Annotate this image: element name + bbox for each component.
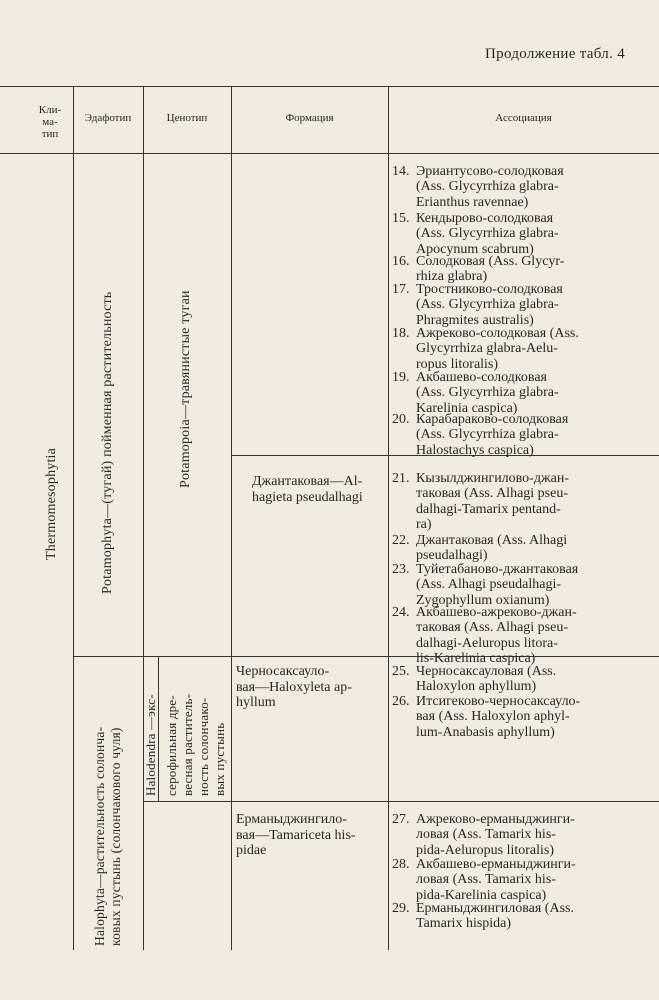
association-number: 17. — [392, 282, 410, 297]
association-number: 21. — [392, 471, 410, 486]
edaphotype-halophyta-line2: ковых пустынь (солончакового чуля) — [108, 727, 123, 946]
table-top-rule — [0, 86, 659, 87]
association-text: Тростниково-солодковая (Ass. Glycyrrhiza glabra- Phragmites australis) — [416, 282, 563, 328]
cenotype-separator — [143, 801, 659, 802]
association-text: Кендырово-солодковая (Ass. Glycyrrhiza glabra- Apocynum scabrum) — [416, 211, 559, 257]
header-climatype: Кли- ма- тип — [38, 104, 62, 140]
association-text: Солодковая (Ass. Glycyr- rhiza glabra) — [416, 254, 565, 285]
association-number: 15. — [392, 211, 410, 226]
association-number: 23. — [392, 562, 410, 577]
association-text: Ажреково-ерманыджинги- ловая (Ass. Tamarix his- pida-Aeluropus litoralis) — [416, 812, 575, 858]
cenotype-halodendra-rest — [164, 694, 228, 796]
cenotype-halodendra-line2: серофильная дре- — [164, 695, 179, 796]
edaphotype-halophyta — [92, 727, 124, 946]
association-text: Ажреково-солодковая (Ass. Glycyrrhiza glabra-Aelu- ropus litoralis) — [416, 326, 579, 372]
association-number: 25. — [392, 664, 410, 679]
association-number: 27. — [392, 812, 410, 827]
header-formation: Формация — [285, 112, 334, 124]
cenotype-halodendra-line3: весная раститель- — [180, 693, 195, 796]
association-text: Туйетабаново-джантаковая (Ass. Alhagi pseudalhagi- Zygophyllum oxianum) — [416, 562, 579, 608]
cenotype-halodendra-line5: вых пустынь — [212, 722, 227, 796]
association-number: 29. — [392, 901, 410, 916]
formation-haloxyleta: Черносаксауло- вая—Haloxyleta ap- hyllum — [236, 664, 352, 710]
association-text: Итсигеково-черносаксауло- вая (Ass. Haloxylon aphyl- lum-Anabasis aphyllum) — [416, 694, 581, 740]
association-number: 14. — [392, 164, 410, 179]
header-cenotype: Ценотип — [166, 112, 208, 124]
edaphotype-halophyta-line1: Halophyta—растительность солонча- — [92, 726, 107, 946]
table-caption: Продолжение табл. 4 — [485, 46, 625, 62]
header-edaphotype: Эдафотип — [84, 112, 132, 124]
association-text: Кызылджингилово-джан- таковая (Ass. Alhagi pseu- dalhagi-Tamarix pentand- ra) — [416, 471, 570, 533]
association-number: 20. — [392, 412, 410, 427]
association-text: Черносаксауловая (Ass. Haloxylon aphyllum) — [416, 664, 557, 695]
association-number: 24. — [392, 605, 410, 620]
association-number: 26. — [392, 694, 410, 709]
header-bottom-rule — [0, 153, 659, 154]
edaphotype-potamophyta: Potamophyta—(тугай) пойменная растительность — [100, 291, 115, 594]
association-text: Акбашево-ажреково-джан- таковая (Ass. Alhagi pseu- dalhagi-Aeluropus litora- lis-Karelinia caspica) — [416, 605, 577, 667]
association-number: 18. — [392, 326, 410, 341]
col-divider-2 — [143, 86, 144, 950]
association-number: 16. — [392, 254, 410, 269]
header-association: Ассоциация — [495, 112, 552, 124]
association-text: Джантаковая (Ass. Alhagi pseudalhagi) — [416, 533, 568, 564]
cenotype-halodendra-line1: Halodendra —экс- — [143, 694, 158, 796]
col-divider-1 — [73, 86, 74, 950]
cenotype-potamopoia: Potamopoia—травянистые тугаи — [178, 290, 193, 488]
association-text: Акбашево-солодковая (Ass. Glycyrrhiza glabra- Karelinia caspica) — [416, 370, 559, 416]
association-number: 19. — [392, 370, 410, 385]
col-divider-3 — [231, 86, 232, 950]
col-divider-4 — [388, 86, 389, 950]
association-number: 28. — [392, 857, 410, 872]
association-text: Акбашево-ерманыджинги- ловая (Ass. Tamarix his- pida-Karelinia caspica) — [416, 857, 576, 903]
climatype-label: Thermomesophytia — [44, 447, 59, 560]
association-text: Ерманыджингиловая (Ass. Tamarix hispida) — [416, 901, 574, 932]
formation-tamariceta: Ерманыджингило- вая—Tamariceta his- pidae — [236, 812, 356, 858]
cenotype-halodendra-line4: ность солончако- — [196, 697, 211, 796]
formation-alhagieta: Джантаковая—Al- hagieta pseudalhagi — [252, 474, 363, 505]
association-text: Эриантусово-солодковая (Ass. Glycyrrhiza glabra- Erianthus ravennae) — [416, 164, 564, 210]
association-number: 22. — [392, 533, 410, 548]
association-text: Карабараково-солодковая (Ass. Glycyrrhiza glabra- Halostachys caspica) — [416, 412, 569, 458]
